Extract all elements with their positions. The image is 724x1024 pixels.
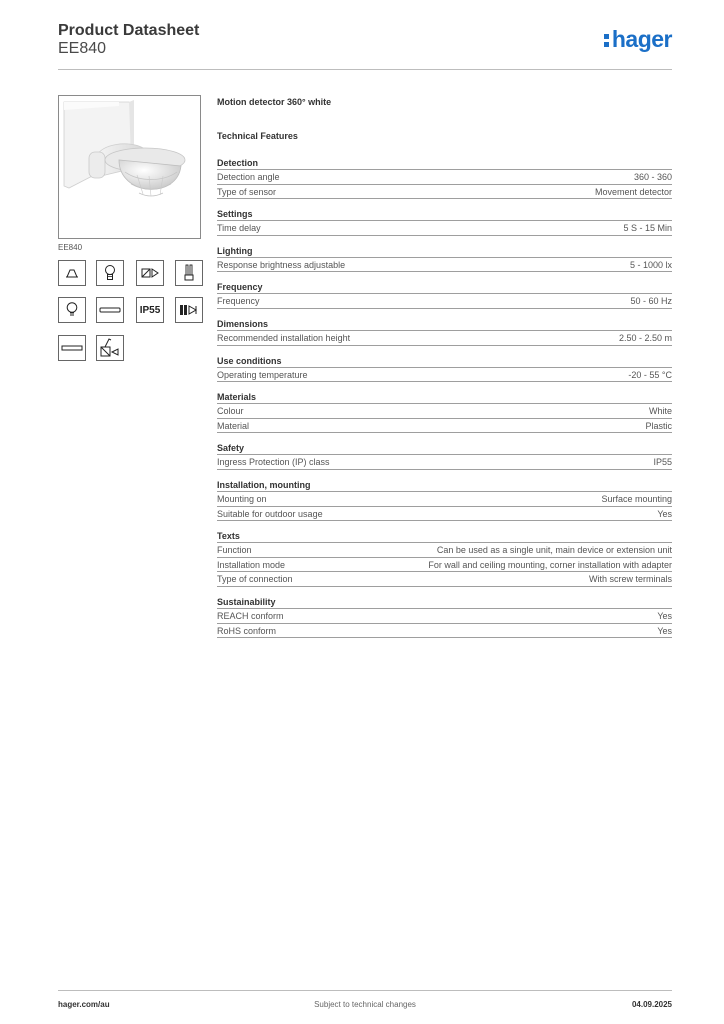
spec-value: Movement detector [594, 186, 672, 197]
spec-value: IP55 [653, 457, 672, 468]
spec-group [217, 280, 672, 309]
spec-group-title: Safety [217, 441, 672, 455]
spec-value: Plastic [645, 420, 672, 431]
spec-row [217, 185, 672, 200]
spec-value: Yes [657, 610, 672, 621]
spec-group [217, 156, 672, 199]
footer-date: 04.09.2025 [631, 1000, 672, 1009]
spec-row [217, 492, 672, 507]
spec-row [217, 609, 672, 624]
led-strip-icon [58, 335, 86, 361]
product-name: Motion detector 360° white [217, 97, 332, 107]
spec-row [217, 507, 672, 522]
spec-group-title: Sustainability [217, 595, 672, 609]
ip55-badge [136, 297, 164, 323]
bulb-icon [58, 297, 86, 323]
features-title: Technical Features [217, 131, 298, 141]
page-header [58, 20, 672, 70]
spec-value: For wall and ceiling mounting, corner installation with adapter [428, 559, 672, 570]
logo-text: hager [611, 26, 672, 52]
spec-group [217, 390, 672, 433]
spec-row [217, 221, 672, 236]
spec-row [217, 331, 672, 346]
spec-group-title: Installation, mounting [217, 478, 672, 492]
spec-label: Response brightness adjustable [217, 259, 346, 270]
spec-label: Mounting on [217, 493, 267, 504]
spec-group [217, 595, 672, 638]
spec-group-title: Dimensions [217, 317, 672, 331]
spec-value: Can be used as a single unit, main device or extension unit [436, 545, 672, 556]
spec-label: RoHS conform [217, 625, 277, 636]
spec-label: Type of connection [217, 574, 293, 585]
spec-label: REACH conform [217, 610, 284, 621]
spec-value: Surface mounting [601, 493, 672, 504]
spec-row [217, 572, 672, 587]
spec-label: Frequency [217, 296, 260, 307]
spec-row [217, 404, 672, 419]
spec-group [217, 529, 672, 587]
spec-value: 50 - 60 Hz [630, 296, 672, 307]
spec-row [217, 543, 672, 558]
tube-lamp-icon [96, 297, 124, 323]
product-image [58, 95, 201, 239]
spec-row [217, 258, 672, 273]
spec-row [217, 170, 672, 185]
spec-label: Ingress Protection (IP) class [217, 457, 330, 468]
spec-row [217, 294, 672, 309]
page-footer [58, 990, 672, 1010]
spec-label: Recommended installation height [217, 332, 351, 343]
logo-dots-icon [604, 26, 610, 50]
spec-label: Colour [217, 406, 244, 417]
spec-row [217, 368, 672, 383]
spec-group-title: Settings [217, 207, 672, 221]
spec-value: 360 - 360 [633, 172, 672, 182]
spec-group [217, 441, 672, 470]
spec-label: Installation mode [217, 559, 286, 570]
spec-group [217, 244, 672, 273]
product-code: EE840 [58, 40, 107, 57]
spec-label: Time delay [217, 223, 261, 234]
spec-group-title: Use conditions [217, 354, 672, 368]
spec-value: With screw terminals [588, 574, 672, 585]
footer-notice: Subject to technical changes [314, 1000, 416, 1009]
spec-label: Material [217, 420, 250, 431]
spec-label: Suitable for outdoor usage [217, 508, 323, 519]
spec-row [217, 558, 672, 573]
spec-value: Yes [657, 508, 672, 519]
spec-group-title: Detection [217, 156, 672, 170]
spec-row [217, 419, 672, 434]
led-driver-icon [175, 297, 203, 323]
spec-value: Yes [657, 625, 672, 636]
spec-group-title: Materials [217, 390, 672, 404]
spec-label: Operating temperature [217, 369, 308, 380]
spec-value: 5 S - 15 Min [623, 223, 672, 234]
spec-group [217, 354, 672, 383]
footer-website: hager.com/au [58, 1000, 110, 1009]
technical-specs [217, 96, 672, 646]
energy-saving-lamp-icon [175, 260, 203, 286]
spec-label: Detection angle [217, 172, 280, 182]
fluorescent-lamp-icon [136, 260, 164, 286]
spec-group [217, 207, 672, 236]
spec-group-title: Texts [217, 529, 672, 543]
ip55-label: IP55 [139, 304, 161, 316]
spec-value: White [648, 406, 672, 417]
spec-row [217, 624, 672, 639]
motion-detector-illustration [59, 96, 200, 238]
bulb-socket-icon [96, 260, 124, 286]
spec-value: -20 - 55 °C [628, 369, 672, 380]
spec-label: Type of sensor [217, 186, 277, 197]
image-caption: EE840 [58, 243, 83, 252]
spec-group-title: Frequency [217, 280, 672, 294]
spec-group [217, 478, 672, 521]
spec-group [217, 317, 672, 346]
hager-logo [604, 26, 672, 53]
spec-group-title: Lighting [217, 244, 672, 258]
hood-icon [58, 260, 86, 286]
document-title: Product Datasheet [58, 22, 200, 39]
spec-value: 2.50 - 2.50 m [618, 332, 672, 343]
spec-value: 5 - 1000 lx [629, 259, 672, 270]
motion-sensor-icon [96, 335, 124, 361]
spec-row [217, 455, 672, 470]
spec-label: Function [217, 545, 252, 556]
spec-groups [217, 156, 672, 638]
